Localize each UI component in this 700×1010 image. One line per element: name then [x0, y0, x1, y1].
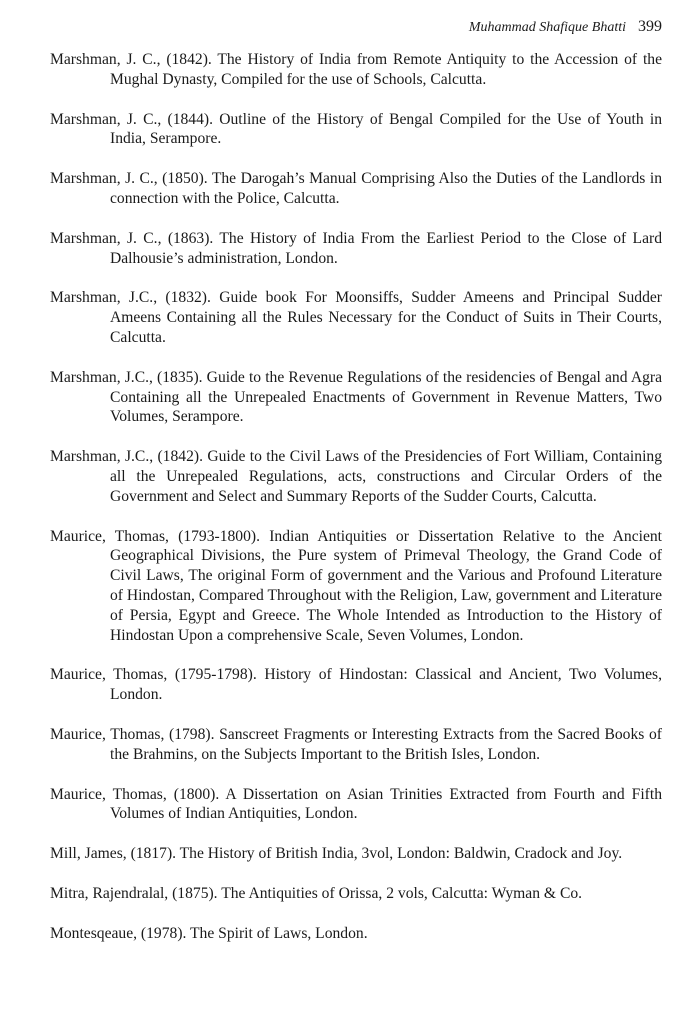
reference-entry: Maurice, Thomas, (1800). A Dissertation on Asian Trinities Extracted from Fourth and Fifth Volumes of Indian Antiquities, London. [50, 785, 662, 823]
running-header [469, 18, 662, 36]
reference-entry: Marshman, J.C., (1842). Guide to the Civil Laws of the Presidencies of Fort William, Containing all the Unrepealed Regulations, acts, constructions and Circular Orders of the Government and Select and Summary Reports of the Sudder Courts, Calcutta. [50, 448, 662, 505]
reference-entry: Marshman, J. C., (1842). The History of India from Remote Antiquity to the Accession of the Mughal Dynasty, Compiled for the use of Schools, Calcutta. [50, 51, 662, 88]
running-header-author: Muhammad Shafique Bhatti [468, 20, 626, 35]
reference-entry: Marshman, J.C., (1835). Guide to the Revenue Regulations of the residencies of Bengal and Agra Containing all the Unrepealed Enactments of Government in Revenue Matters, Two Volumes, Serampore. [50, 368, 662, 426]
reference-entry: Maurice, Thomas, (1798). Sanscreet Fragments or Interesting Extracts from the Sacred Books of the Brahmins, on the Subjects Important to the British Isles, London. [50, 725, 662, 763]
reference-entry: Marshman, J. C., (1850). The Darogah’s Manual Comprising Also the Duties of the Landlords in connection with the Police, Calcutta. [50, 170, 662, 207]
reference-entry: Maurice, Thomas, (1795-1798). History of Hindostan: Classical and Ancient, Two Volumes, London. [50, 666, 662, 704]
reference-list [50, 50, 662, 964]
reference-entry: Marshman, J. C., (1844). Outline of the History of Bengal Compiled for the Use of Youth in India, Serampore. [50, 110, 662, 148]
reference-entry: Mill, James, (1817). The History of British India, 3vol, London: Baldwin, Cradock and Joy. [50, 845, 623, 863]
page-number: 399 [638, 18, 662, 35]
reference-entry: Marshman, J.C., (1832). Guide book For Moonsiffs, Sudder Ameens and Principal Sudder Ameens Containing all the Rules Necessary for the Conduct of Suits in Their Courts, Calcutta. [50, 289, 662, 346]
reference-entry: Mitra, Rajendralal, (1875). The Antiquities of Orissa, 2 vols, Calcutta: Wyman & Co. [50, 884, 583, 902]
reference-entry: Maurice, Thomas, (1793-1800). Indian Antiquities or Dissertation Relative to the Ancient Geographical Divisions, the Pure system of Primeval Theology, the Grand Code of Civil Laws, The original Form of government and the Various and Profound Literature of Hindostan, Compared Throughout with the Religion, Law, government and Literature of Persia, Egypt and Greece. The Whole Intended as Introduction to the History of Hindostan Upon a comprehensive Scale, Seven Volumes, London. [50, 527, 662, 644]
reference-entry: Marshman, J. C., (1863). The History of India From the Earliest Period to the Close of Lard Dalhousie’s administration, London. [50, 229, 662, 267]
reference-entry: Montesqeaue, (1978). The Spirit of Laws, London. [50, 924, 368, 942]
